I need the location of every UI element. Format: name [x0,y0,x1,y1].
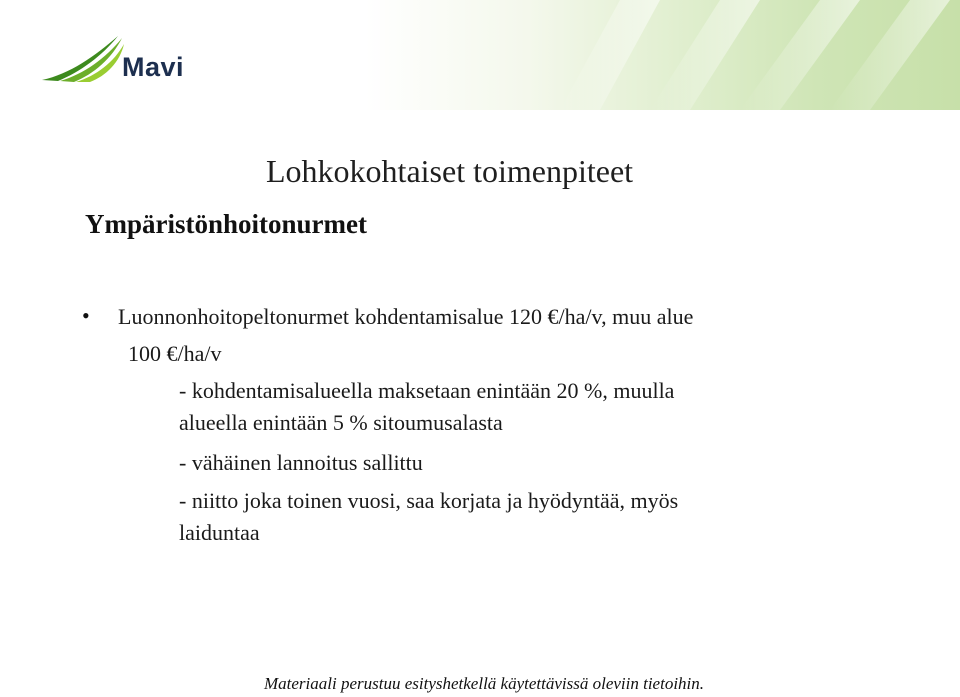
bullet-glyph: • [82,303,90,328]
sub-point-3-line1: - niitto joka toinen vuosi, saa korjata ja hyödyntää, myös [179,488,679,513]
sub-point-2-line1: - vähäinen lannoitus sallittu [179,450,423,475]
section-title: Ympäristönhoitonurmet [85,209,367,239]
logo-text: Mavi [122,52,185,82]
header-band [0,0,960,110]
main-point-line1: Luonnonhoitopeltonurmet kohdentamisalue 120 €/ha/v, muu alue [118,304,694,329]
sub-point-1-line1: - kohdentamisalueella maksetaan enintään 20 %, muulla [179,378,675,403]
slide-title: Lohkokohtaiset toimenpiteet [266,153,634,189]
footer-note: Materiaali perustuu esityshetkellä käytettävissä oleviin tietoihin. [264,674,705,693]
sub-point-3-line2: laiduntaa [179,520,260,545]
sub-point-1-line2: alueella enintään 5 % sitoumusalasta [179,410,503,435]
main-point-line2: 100 €/ha/v [128,341,222,366]
